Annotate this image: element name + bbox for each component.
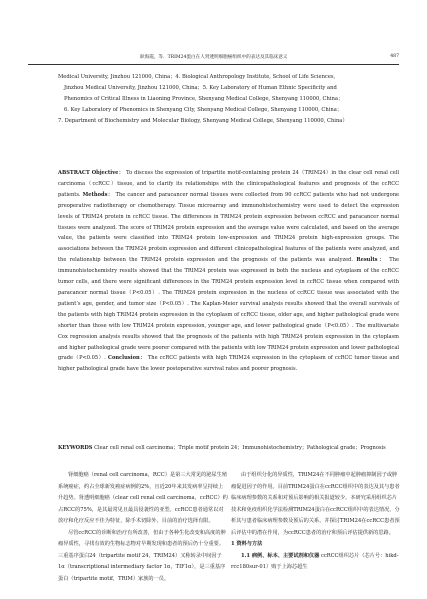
body-paragraph: 肾细胞癌（renal cell carcinoma，RCC）是第三大常见的泌尿生殖系统癌症，约占全球新发癌症病例的2%，且近20年来其发病率呈持续上升趋势。肾透明细胞癌（clear cell renal cell carcinoma，ccRCC）约占RCC的75%，是其最常见且最具侵袭性的亚型。ccRCC患者通常以对放疗和化疗反应不佳为特征，除手术切除外，目前的治疗选择有限。 bbox=[58, 472, 228, 524]
affiliation-line: Phenomics of Critical Illness in Liaoning Province, Shenyang Medical College, Shenyang 110000, China； bbox=[64, 96, 344, 102]
body-right-column bbox=[231, 470, 401, 574]
affiliation-line: 6. Key Laboratory of Phenomics in Shenyang City, Shenyang Medical College, Shenyang 110000, China； bbox=[64, 107, 343, 113]
section-heading: 1 资料与方法 bbox=[231, 541, 263, 547]
keywords-text: Clear cell renal cell carcinoma；Triple motif protein 24；Immunohistochemistry；Pathological grade；Prognosis bbox=[94, 445, 386, 451]
body-paragraph: 由于组织分化的异质性，TRIM24在不同肿瘤中起肿瘤抑制因子或肿瘤促进因子的作用。目前TRIM24蛋白在ccRCC组织中的表达及其与患者临床病理参数的关系和对预后影响的相关报道较少。本研究采用组织芯片技术和免疫组织化学法检测TRIM24蛋白在ccRCC组织中的表达情况，分析其与患者临床病理参数及预后的关系，并探讨TRIM24在ccRCC患者预后评估中的潜在作用，为ccRCC患者的治疗和预后评估提供新的思路。 bbox=[231, 472, 400, 536]
subsection-text: ccRCC组织芯片（芯片号：hikd-rcc180sur-01）购于上海芯超生 bbox=[231, 552, 399, 570]
running-title: 耿海霞，等．TRIM24蛋白在人肾透明细胞癌组织中的表达及其临床意义 bbox=[140, 55, 288, 60]
keywords-label: KEYWORDS bbox=[58, 445, 93, 451]
methods-text: The cancer and paracancer normal tissues were collected from 90 ccRCC patients who had not undergone preoperative radiotherapy or chemotherapy. Tissue microarray and immunohistochemistry were used to detect the expression levels of TRIM24 protein in ccRCC tissue. The differences in TRIM24 protein expression between ccRCC and paracancer normal tissues were analyzed. The score of TRIM24 protein expression and the average value were calculated, and based on the average value, the patients were classified into TRIM24 protein low-expression and TRIM24 protein high-expression groups. The associations between the TRIM24 protein expression and different clinicopathological features of the patients were analyzed, and the relationship between the TRIM24 protein expression and the prognosis of the patients was analyzed. bbox=[58, 191, 400, 264]
conclusion-label: Conclusion： bbox=[107, 355, 146, 362]
objective-text: To discuss the expression of tripartite motif-containing protein 24（TRIM24）in the clear cell renal cell carcinoma（ccRCC）tissue, and to clarify its relationships with the clinicopathological features and prognosis of the ccRCC patients. bbox=[58, 170, 399, 198]
abstract-label: ABSTRACT bbox=[58, 170, 90, 176]
affiliation-line: 7. Department of Biochemistry and Molecular Biology, Shenyang Medical College, Shenyang 110000, China） bbox=[58, 118, 348, 124]
body-paragraph: 尽管ccRCC的诊断和治疗有所改善，但由于各种生化改变和高度的肿瘤异质性，寻找有效的生物标志物对早期发现和患者的预后仍十分重要。三重基序蛋白24（tripartite motif 24，TRIM24）又称转录中间因子1α（transcriptional intermediary factor 1α，TIF1α），是三重基序蛋白（tripartite motif，TRIM）家族的一员。 bbox=[58, 529, 226, 582]
keywords bbox=[58, 443, 399, 454]
results-text: The immunohistochemistry results showed that the TRIM24 protein was expressed in both the nucleus and cytoplasm of the ccRCC tumor cells, and there were significant differences in the TRIM24 protein expression level in ccRCC tissue when compared with paracancer normal tissue（P<0.05）. The TRIM24 protein expression in the nucleus of ccRCC tissue was associated with the patient’s age, gender, and tumor size（P<0.05）. The Kaplan-Meier survival analysis results showed that the overall survivals of the patients with high TRIM24 protein expression in the cytoplasm of ccRCC tissue, older age, and higher pathological grade were shorter than those with low TRIM24 protein expression, younger age, and lower pathological grade（P<0.05）. The multivariate Cox regression analysis results showed that the prognosis of the patients with high TRIM24 protein expression in the cytoplasm and higher pathological grade were poorer compared with the patients with low TRIM24 protein expression and lower pathological grade（P<0.05）. bbox=[58, 257, 399, 362]
affiliations bbox=[58, 72, 399, 127]
affiliation-line: Medical University, Jinzhou 121000, China；4. Biological Anthropology Institute, School of Life Sciences, bbox=[58, 74, 336, 80]
abstract bbox=[58, 168, 399, 375]
conclusion-text: The ccRCC patients with high TRIM24 expression in the cytoplasm of ccRCC tumor tissue and higher pathological grade have the lower postoperative survival rates and poorer prognosis. bbox=[58, 355, 399, 373]
header-rule bbox=[28, 64, 399, 65]
results-label: Results： bbox=[356, 257, 386, 264]
page-number: 487 bbox=[390, 54, 399, 59]
body-left-column bbox=[58, 470, 228, 585]
methods-label: Methods： bbox=[82, 191, 114, 198]
affiliation-line: Jinzhou Medical University, Jinzhou 121000, China；5. Key Laboratory of Human Ethnic Specificity and bbox=[64, 85, 337, 91]
objective-label: Objective： bbox=[91, 170, 125, 176]
subsection-paragraph bbox=[231, 551, 401, 574]
subsection-heading: 1.1 病例、标本、主要试剂和仪器 bbox=[241, 552, 320, 559]
